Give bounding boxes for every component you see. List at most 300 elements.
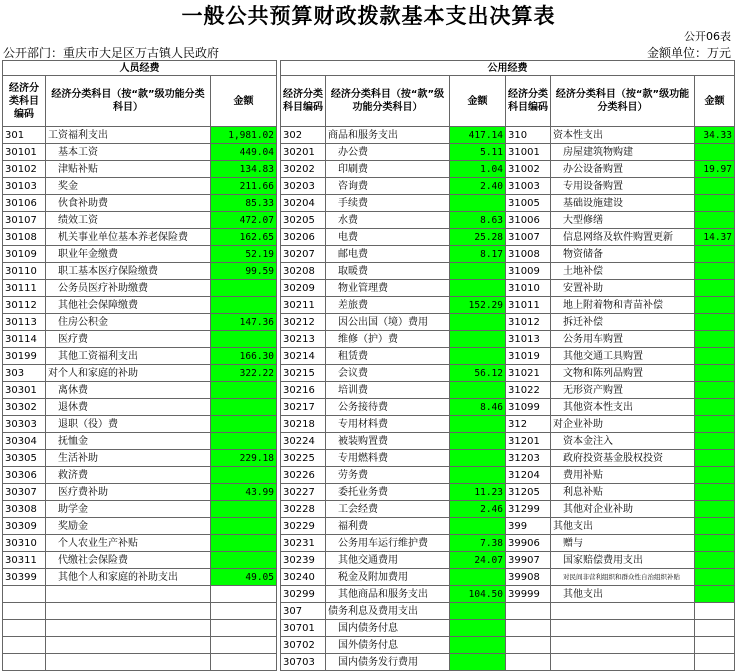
cell-amount [695,348,735,365]
cell-amount: 25.28 [450,229,506,246]
cell-amount: 211.66 [211,178,277,195]
cell-code: 30110 [3,263,46,280]
cell-name: 绩效工资 [46,212,211,229]
cell-name: 医疗费补助 [46,484,211,501]
cell-name: 其他支出 [551,586,695,603]
cell-code: 39907 [506,552,551,569]
cell-code: 31021 [506,365,551,382]
cell-amount [695,620,735,637]
cell-code: 30701 [281,620,326,637]
cell-code: 30103 [3,178,46,195]
cell-code: 30114 [3,331,46,348]
cell-name: 地上附着物和青苗补偿 [551,297,695,314]
cell-amount [695,569,735,586]
sheet-code: 公开06表 [684,30,731,43]
cell-code: 31002 [506,161,551,178]
cell-code: 30101 [3,144,46,161]
cell-name [46,637,211,654]
table-row [3,212,735,229]
cell-amount [695,144,735,161]
cell-amount: 1,981.02 [211,127,277,144]
cell-code: 30240 [281,569,326,586]
page-title: 一般公共预算财政拨款基本支出决算表 [181,4,556,28]
cell-amount [450,450,506,467]
cell-name: 退休费 [46,399,211,416]
cell-amount [450,603,506,620]
cell-name: 机关事业单位基本养老保险费 [46,229,211,246]
cell-name: 大型修缮 [551,212,695,229]
cell-code: 31010 [506,280,551,297]
cell-code: 30299 [281,586,326,603]
cell-amount [695,297,735,314]
cell-code: 31099 [506,399,551,416]
cell-amount [695,280,735,297]
cell-name: 职工基本医疗保险缴费 [46,263,211,280]
cell-code: 31019 [506,348,551,365]
cell-name: 其他资本性支出 [551,399,695,416]
unit-label: 金额单位：万元 [646,46,731,60]
cell-amount [450,637,506,654]
cell-code: 31012 [506,314,551,331]
cell-name: 国内债务付息 [326,620,450,637]
table-row [3,654,735,671]
cell-amount: 14.37 [695,229,735,246]
cell-amount: 19.97 [695,161,735,178]
cell-amount [450,263,506,280]
cell-code: 30304 [3,433,46,450]
cell-name: 其他交通费用 [326,552,450,569]
cell-code: 30310 [3,535,46,552]
cell-name: 生活补助 [46,450,211,467]
cell-code: 30207 [281,246,326,263]
cell-name [551,620,695,637]
cell-amount: 7.38 [450,535,506,552]
cell-code: 30107 [3,212,46,229]
cell-amount: 52.19 [211,246,277,263]
cell-name: 因公出国（境）费用 [326,314,450,331]
cell-amount [695,212,735,229]
cell-code: 30209 [281,280,326,297]
cell-name: 专用燃料费 [326,450,450,467]
cell-amount [211,399,277,416]
cell-code [3,637,46,654]
cell-code: 39999 [506,586,551,603]
cell-code: 30214 [281,348,326,365]
cell-name: 其他支出 [551,518,695,535]
table-row [3,586,735,603]
cell-name: 委托业务费 [326,484,450,501]
cell-name: 其他交通工具购置 [551,348,695,365]
cell-code: 30109 [3,246,46,263]
cell-name: 资本金注入 [551,433,695,450]
cell-amount [450,195,506,212]
cell-code: 30102 [3,161,46,178]
cell-name: 对个人和家庭的补助 [46,365,211,382]
table-row [3,450,735,467]
cell-code: 31006 [506,212,551,229]
header-code: 经济分类科目编码 [3,76,46,127]
cell-code: 31007 [506,229,551,246]
cell-amount [211,654,277,671]
cell-code [506,620,551,637]
cell-name: 维修（护）费 [326,331,450,348]
cell-code: 31005 [506,195,551,212]
cell-amount: 417.14 [450,127,506,144]
cell-code: 302 [281,127,326,144]
cell-code: 30215 [281,365,326,382]
cell-code: 30211 [281,297,326,314]
cell-name: 职业年金缴费 [46,246,211,263]
cell-amount: 49.05 [211,569,277,586]
cell-amount [211,603,277,620]
table-row [3,552,735,569]
cell-name [46,603,211,620]
cell-name: 租赁费 [326,348,450,365]
cell-amount [695,195,735,212]
cell-code [506,654,551,671]
cell-name: 资本性支出 [551,127,695,144]
cell-name: 水费 [326,212,450,229]
cell-code: 31203 [506,450,551,467]
cell-name: 助学金 [46,501,211,518]
cell-code: 30212 [281,314,326,331]
cell-amount [695,314,735,331]
table-row [3,178,735,195]
cell-code [3,620,46,637]
cell-code: 31204 [506,467,551,484]
table-body [3,127,735,671]
cell-name: 专用材料费 [326,416,450,433]
cell-name: 办公设备购置 [551,161,695,178]
cell-amount: 449.04 [211,144,277,161]
cell-name: 公务接待费 [326,399,450,416]
cell-code: 31013 [506,331,551,348]
cell-amount [211,552,277,569]
cell-code: 30229 [281,518,326,535]
cell-amount [450,518,506,535]
cell-code: 30228 [281,501,326,518]
cell-amount [695,484,735,501]
cell-amount [211,535,277,552]
header-name: 经济分类科目（按“款”级功能分类科目） [46,76,211,127]
cell-amount [450,620,506,637]
cell-name: 奖励金 [46,518,211,535]
cell-amount: 56.12 [450,365,506,382]
table-row [3,569,735,586]
cell-name: 国家赔偿费用支出 [551,552,695,569]
cell-name: 住房公积金 [46,314,211,331]
cell-name: 印刷费 [326,161,450,178]
cell-name: 房屋建筑物购建 [551,144,695,161]
header-amount: 金额 [450,76,506,127]
table-row [3,382,735,399]
cell-code: 30199 [3,348,46,365]
cell-name: 公务用车运行维护费 [326,535,450,552]
cell-name: 医疗费 [46,331,211,348]
cell-amount: 1.04 [450,161,506,178]
cell-amount: 11.23 [450,484,506,501]
table-row [3,433,735,450]
cell-name: 基本工资 [46,144,211,161]
cell-code: 31001 [506,144,551,161]
table-row [3,195,735,212]
cell-code: 31022 [506,382,551,399]
cell-code: 30307 [3,484,46,501]
cell-name: 公务用车购置 [551,331,695,348]
cell-name: 国内债务发行费用 [326,654,450,671]
cell-name: 工会经费 [326,501,450,518]
cell-code: 30108 [3,229,46,246]
cell-amount [695,365,735,382]
cell-name [551,654,695,671]
cell-name: 差旅费 [326,297,450,314]
cell-amount [450,416,506,433]
cell-amount [211,586,277,603]
cell-amount [211,297,277,314]
cell-name: 个人农业生产补贴 [46,535,211,552]
cell-amount: 43.99 [211,484,277,501]
cell-name: 离休费 [46,382,211,399]
cell-name [551,637,695,654]
table-row [3,297,735,314]
cell-code: 30703 [281,654,326,671]
cell-amount: 229.18 [211,450,277,467]
cell-name: 债务利息及费用支出 [326,603,450,620]
table-row [3,314,735,331]
cell-amount [695,501,735,518]
cell-amount: 472.07 [211,212,277,229]
cell-code: 30239 [281,552,326,569]
cell-name: 电费 [326,229,450,246]
cell-amount: 8.63 [450,212,506,229]
cell-amount [695,433,735,450]
cell-amount [695,467,735,484]
cell-name: 税金及附加费用 [326,569,450,586]
cell-name: 奖金 [46,178,211,195]
cell-amount [450,569,506,586]
cell-amount: 8.46 [450,399,506,416]
cell-amount [695,637,735,654]
cell-code: 30227 [281,484,326,501]
cell-amount: 162.65 [211,229,277,246]
expenditure-table [2,60,735,671]
cell-code [506,637,551,654]
cell-code: 39908 [506,569,551,586]
cell-amount [695,382,735,399]
cell-code: 30216 [281,382,326,399]
table-row [3,161,735,178]
cell-name: 培训费 [326,382,450,399]
cell-name: 文物和陈列品购置 [551,365,695,382]
cell-code: 30702 [281,637,326,654]
cell-code: 30217 [281,399,326,416]
cell-name: 咨询费 [326,178,450,195]
cell-name: 对民间非营利组织和群众性自治组织补贴 [551,569,695,586]
cell-name: 商品和服务支出 [326,127,450,144]
cell-amount: 5.11 [450,144,506,161]
cell-code: 310 [506,127,551,144]
table-row [3,365,735,382]
header-name: 经济分类科目（按“款”级功能分类科目） [551,76,695,127]
cell-code: 30301 [3,382,46,399]
cell-amount: 147.36 [211,314,277,331]
cell-amount [450,314,506,331]
cell-code: 30213 [281,331,326,348]
cell-code: 30308 [3,501,46,518]
cell-amount [450,348,506,365]
cell-code: 30201 [281,144,326,161]
header-name: 经济分类科目（按“款”级功能分类科目） [326,76,450,127]
cell-name: 工资福利支出 [46,127,211,144]
cell-amount: 2.46 [450,501,506,518]
cell-amount: 322.22 [211,365,277,382]
cell-name: 土地补偿 [551,263,695,280]
cell-amount [450,467,506,484]
cell-amount: 152.29 [450,297,506,314]
cell-name [46,620,211,637]
cell-amount [211,467,277,484]
table-row [3,280,735,297]
table-row [3,229,735,246]
cell-code: 31299 [506,501,551,518]
cell-code: 30113 [3,314,46,331]
cell-code: 30225 [281,450,326,467]
table-row [3,535,735,552]
cell-name: 物业管理费 [326,280,450,297]
cell-code: 31201 [506,433,551,450]
cell-amount: 34.33 [695,127,735,144]
table-row [3,603,735,620]
cell-code: 30112 [3,297,46,314]
table-row [3,399,735,416]
cell-name: 其他社会保障缴费 [46,297,211,314]
cell-name: 津贴补贴 [46,161,211,178]
table-row [3,620,735,637]
cell-amount [695,450,735,467]
table-row [3,637,735,654]
cell-name: 代缴社会保险费 [46,552,211,569]
cell-name: 劳务费 [326,467,450,484]
cell-name: 被装购置费 [326,433,450,450]
cell-code: 31009 [506,263,551,280]
cell-name: 公务员医疗补助缴费 [46,280,211,297]
table-row [3,331,735,348]
cell-code: 30208 [281,263,326,280]
cell-amount [211,433,277,450]
cell-code: 31205 [506,484,551,501]
group-header-public: 公用经费 [281,61,735,76]
cell-code: 31011 [506,297,551,314]
cell-name: 伙食补助费 [46,195,211,212]
cell-name: 国外债务付息 [326,637,450,654]
cell-name: 其他对企业补助 [551,501,695,518]
cell-name: 其他工资福利支出 [46,348,211,365]
cell-name: 退职（役）费 [46,416,211,433]
cell-code: 30202 [281,161,326,178]
cell-amount [695,246,735,263]
table-row [3,246,735,263]
cell-code: 30306 [3,467,46,484]
cell-amount: 134.83 [211,161,277,178]
cell-name: 其他商品和服务支出 [326,586,450,603]
cell-name: 救济费 [46,467,211,484]
cell-amount: 8.17 [450,246,506,263]
cell-name: 物资储备 [551,246,695,263]
cell-code: 30302 [3,399,46,416]
cell-code: 30203 [281,178,326,195]
cell-name [46,586,211,603]
cell-amount [211,501,277,518]
cell-name: 赠与 [551,535,695,552]
cell-name [46,654,211,671]
cell-name: 邮电费 [326,246,450,263]
cell-amount [211,518,277,535]
cell-name: 手续费 [326,195,450,212]
group-header-personnel: 人员经费 [3,61,277,76]
cell-code: 399 [506,518,551,535]
cell-amount [695,552,735,569]
cell-name: 无形资产购置 [551,382,695,399]
table-row [3,144,735,161]
cell-amount [450,382,506,399]
cell-code: 30106 [3,195,46,212]
cell-code: 30224 [281,433,326,450]
cell-code [3,654,46,671]
cell-name: 基础设施建设 [551,195,695,212]
table-row [3,467,735,484]
cell-amount [211,280,277,297]
cell-code: 303 [3,365,46,382]
cell-code: 30111 [3,280,46,297]
cell-amount: 85.33 [211,195,277,212]
cell-amount [695,178,735,195]
cell-code: 30399 [3,569,46,586]
cell-amount: 99.59 [211,263,277,280]
cell-code: 30309 [3,518,46,535]
cell-name: 抚恤金 [46,433,211,450]
cell-amount [695,535,735,552]
cell-name: 会议费 [326,365,450,382]
table-row [3,484,735,501]
cell-code: 30226 [281,467,326,484]
cell-name: 福利费 [326,518,450,535]
cell-name: 对企业补助 [551,416,695,433]
cell-amount [211,331,277,348]
cell-code: 312 [506,416,551,433]
table-row [3,263,735,280]
cell-amount [695,654,735,671]
cell-name: 办公费 [326,144,450,161]
table-row [3,501,735,518]
cell-amount [695,399,735,416]
cell-amount: 104.50 [450,586,506,603]
cell-amount [211,620,277,637]
cell-code: 30206 [281,229,326,246]
cell-code: 30231 [281,535,326,552]
cell-code: 30305 [3,450,46,467]
cell-amount [450,654,506,671]
header-code: 经济分类科目编码 [506,76,551,127]
cell-amount: 24.07 [450,552,506,569]
cell-name: 专用设备购置 [551,178,695,195]
cell-name: 安置补助 [551,280,695,297]
cell-code: 31008 [506,246,551,263]
cell-amount [450,433,506,450]
cell-amount: 166.30 [211,348,277,365]
table-row [3,416,735,433]
department-label: 公开部门：重庆市大足区万古镇人民政府 [3,46,220,60]
cell-code: 307 [281,603,326,620]
